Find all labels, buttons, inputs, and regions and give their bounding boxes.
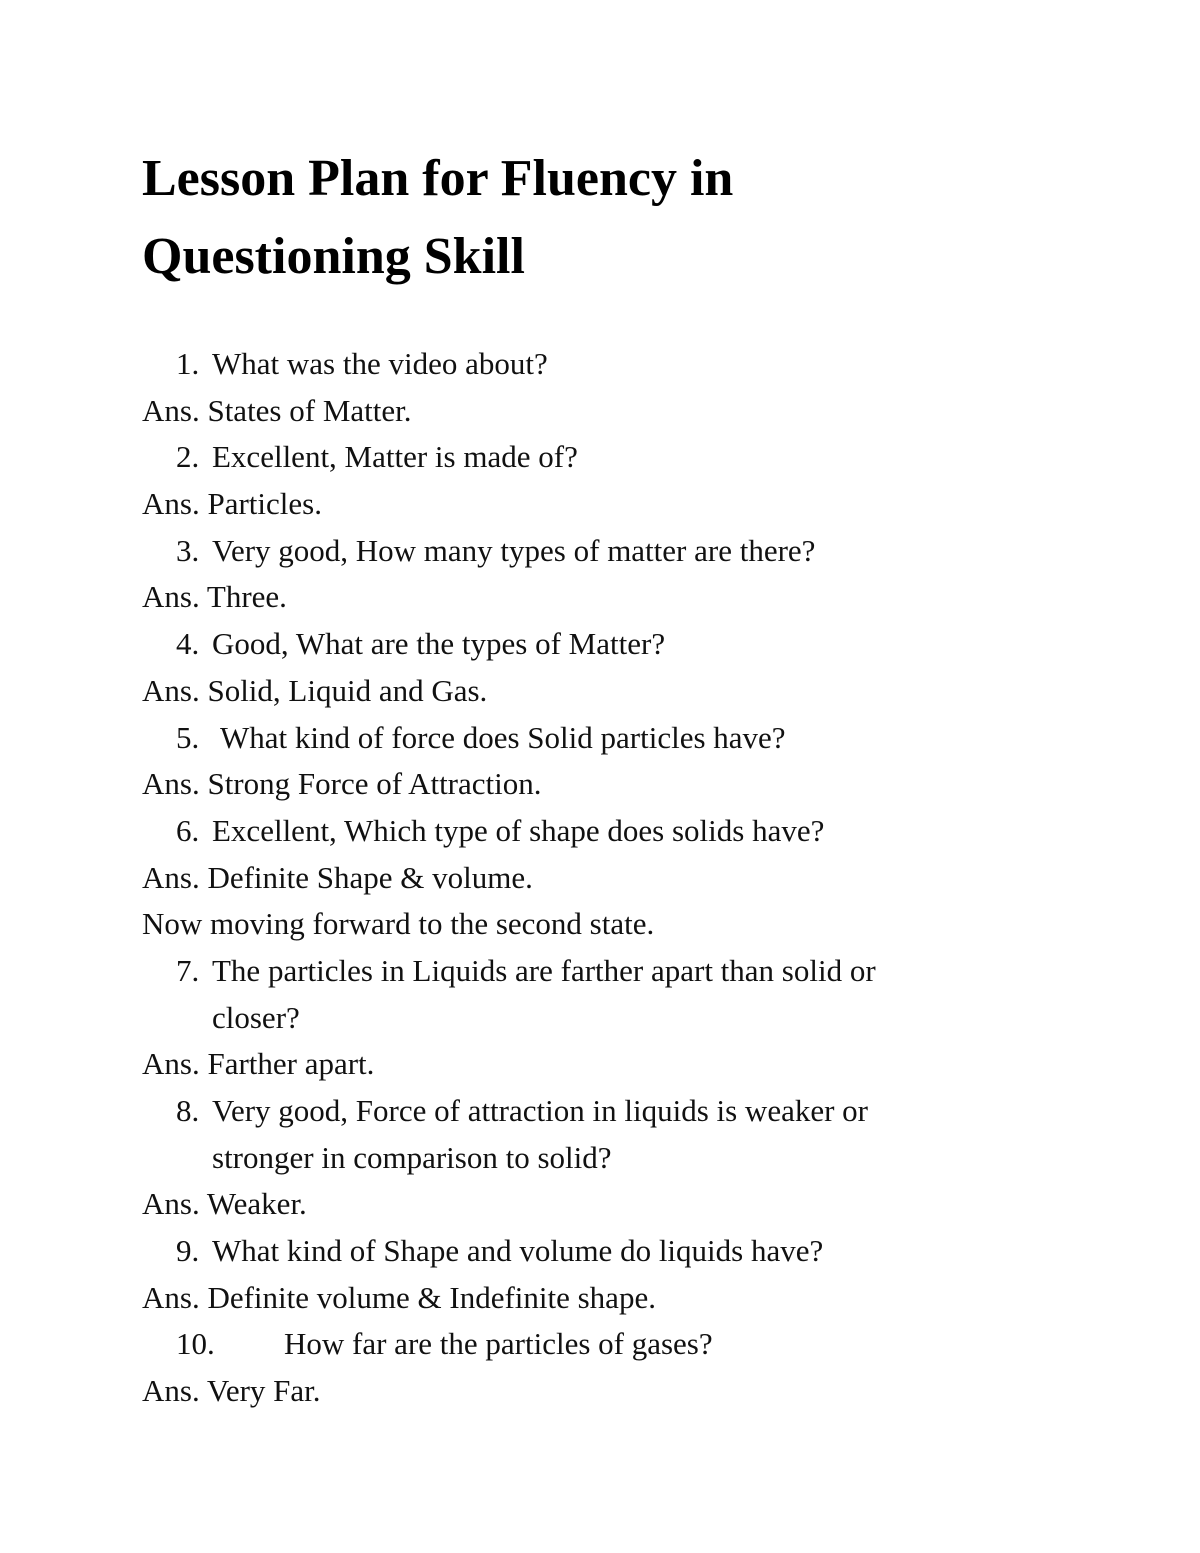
answer-item xyxy=(142,574,1042,621)
question-text: What kind of Shape and volume do liquids have? xyxy=(212,1233,824,1269)
answer-text: Ans. Definite volume & Indefinite shape. xyxy=(142,1279,656,1315)
answer-item xyxy=(142,761,1042,808)
question-text: What kind of force does Solid particles have? xyxy=(220,719,786,755)
question-number: 8. xyxy=(176,1093,200,1128)
question-text-continued: stronger in comparison to solid? xyxy=(212,1139,612,1175)
question-number: 2. xyxy=(176,439,200,475)
answer-item xyxy=(142,1041,1042,1088)
question-text: Very good, How many types of matter are there? xyxy=(212,532,816,568)
question-text: What was the video about? xyxy=(212,346,548,381)
question-text: How far are the particles of gases? xyxy=(284,1326,713,1362)
question-number: 5. xyxy=(176,719,200,755)
answer-text: Ans. Particles. xyxy=(142,486,322,522)
answer-item xyxy=(142,388,1042,435)
answer-item xyxy=(142,668,1042,715)
question-number: 4. xyxy=(176,626,200,662)
question-text: The particles in Liquids are farther apart than solid or xyxy=(212,952,876,988)
answer-item xyxy=(142,1368,1042,1415)
answer-item xyxy=(142,855,1042,902)
transition-text: Now moving forward to the second state. xyxy=(142,906,655,942)
answer-text: Ans. Farther apart. xyxy=(142,1046,375,1082)
question-item xyxy=(142,808,1042,855)
question-item xyxy=(142,434,1042,481)
answer-item xyxy=(142,481,1042,528)
answer-text: Ans. Very Far. xyxy=(142,1373,321,1409)
question-text: Very good, Force of attraction in liquids is weaker or xyxy=(212,1093,868,1128)
document-title xyxy=(142,140,1042,296)
question-item xyxy=(142,715,1042,762)
question-item xyxy=(142,341,1042,388)
question-item xyxy=(142,621,1042,668)
question-continuation xyxy=(142,1135,1042,1182)
answer-item xyxy=(142,1181,1042,1228)
question-item xyxy=(142,948,1042,995)
question-number: 3. xyxy=(176,532,200,568)
answer-text: Ans. Weaker. xyxy=(142,1186,307,1222)
question-number: 9. xyxy=(176,1233,200,1269)
question-item xyxy=(142,1088,1042,1135)
title-line-1: Lesson Plan for Fluency in xyxy=(142,150,734,207)
question-text: Good, What are the types of Matter? xyxy=(212,626,666,662)
answer-text: Ans. Definite Shape & volume. xyxy=(142,859,533,895)
question-item xyxy=(142,1228,1042,1275)
question-number: 7. xyxy=(176,952,200,988)
answer-item xyxy=(142,1275,1042,1322)
question-item xyxy=(142,528,1042,575)
question-list xyxy=(142,341,1042,1415)
title-line-2: Questioning Skill xyxy=(142,228,525,285)
answer-text: Ans. Solid, Liquid and Gas. xyxy=(142,672,488,708)
question-number: 1. xyxy=(176,346,200,381)
transition-line xyxy=(142,901,1042,948)
answer-text: Ans. Three. xyxy=(142,579,287,615)
question-text-continued: closer? xyxy=(212,999,300,1035)
answer-text: Ans. States of Matter. xyxy=(142,392,412,428)
question-text: Excellent, Matter is made of? xyxy=(212,439,578,475)
question-item xyxy=(142,1321,1042,1368)
question-number: 10. xyxy=(176,1326,215,1362)
answer-text: Ans. Strong Force of Attraction. xyxy=(142,766,542,802)
question-text: Excellent, Which type of shape does solids have? xyxy=(212,812,825,848)
question-number: 6. xyxy=(176,812,200,848)
question-continuation xyxy=(142,995,1042,1042)
